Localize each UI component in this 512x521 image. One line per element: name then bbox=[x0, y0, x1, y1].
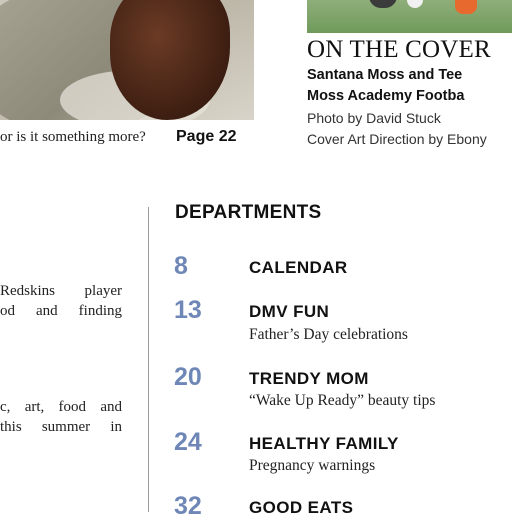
cover-title: ON THE COVER bbox=[307, 36, 491, 63]
cover-photo bbox=[307, 0, 512, 33]
department-name: HEALTHY FAMILY bbox=[249, 434, 399, 453]
cover-subtitle-line2: Moss Academy Footba bbox=[307, 88, 465, 104]
photo-shoe bbox=[407, 0, 423, 8]
feature-photo bbox=[0, 0, 254, 120]
cover-subtitle-line1: Santana Moss and Tee bbox=[307, 67, 463, 83]
department-description: Father’s Day celebrations bbox=[249, 326, 408, 343]
column-divider bbox=[148, 207, 149, 512]
department-description: “Wake Up Ready” beauty tips bbox=[249, 392, 436, 409]
feature-page-link[interactable]: Page 22 bbox=[176, 128, 237, 145]
department-description: Pregnancy warnings bbox=[249, 457, 376, 474]
departments-heading: DEPARTMENTS bbox=[175, 202, 322, 223]
page-number: 8 bbox=[174, 252, 188, 280]
page-number: 32 bbox=[174, 492, 202, 520]
page-number: 20 bbox=[174, 363, 202, 391]
photo-hand bbox=[110, 0, 230, 120]
photo-credit: Photo by David Stuck bbox=[307, 110, 441, 126]
feature-caption: or is it something more? bbox=[0, 129, 146, 145]
text-line: od and finding bbox=[0, 303, 122, 319]
photo-shoe bbox=[369, 0, 397, 8]
department-name: GOOD EATS bbox=[249, 498, 354, 517]
department-name: DMV FUN bbox=[249, 302, 330, 321]
text-line: c, art, food and bbox=[0, 399, 122, 415]
page-number: 24 bbox=[174, 428, 202, 456]
article-text-block bbox=[0, 281, 122, 321]
page-number: 13 bbox=[174, 296, 202, 324]
article-text-block bbox=[0, 397, 122, 437]
department-name: TRENDY MOM bbox=[249, 369, 369, 388]
department-name: CALENDAR bbox=[249, 258, 348, 277]
photo-cone bbox=[455, 0, 477, 14]
text-line: this summer in bbox=[0, 419, 122, 435]
text-line: Redskins player bbox=[0, 283, 122, 299]
art-direction-credit: Cover Art Direction by Ebony bbox=[307, 131, 487, 147]
